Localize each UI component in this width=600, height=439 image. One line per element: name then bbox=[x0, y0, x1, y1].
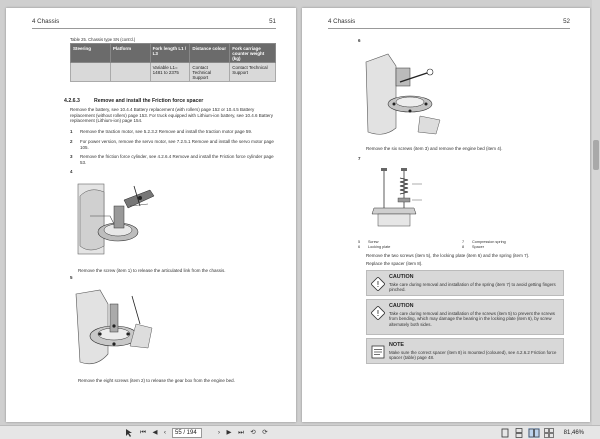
facing-continuous-view-icon[interactable] bbox=[544, 428, 554, 438]
table-header-row bbox=[71, 44, 276, 63]
chapter-title: 4 Chassis bbox=[32, 18, 60, 25]
instruction-text: Replace the spacer (item 8). bbox=[366, 261, 423, 266]
caution-text: Take care during removal and installation of the screws (item 5) to prevent the screws from bending, which may damage the bearing in the locking plate (item 6), by screw alternately both sides. bbox=[389, 311, 555, 327]
step-number: 3 bbox=[70, 154, 73, 159]
header-rule bbox=[328, 28, 570, 29]
caution-box bbox=[366, 299, 564, 335]
table-header-cell: Fork length L1 / L3 bbox=[150, 44, 190, 63]
table-cell bbox=[71, 63, 111, 82]
table-caption: Table 25. Chassis type SN (cont'd.) bbox=[70, 37, 136, 42]
section-title: Remove and install the Friction force spacer bbox=[94, 98, 204, 104]
left-page bbox=[6, 8, 296, 422]
svg-text:!: ! bbox=[376, 280, 380, 289]
caution-box bbox=[366, 270, 564, 296]
legend-text: Locking plate bbox=[368, 245, 391, 249]
instruction-text: Remove the two screws (item 5), the locking plate (item 6) and the spring (item 7). bbox=[366, 253, 530, 258]
back-icon[interactable]: ⟲ bbox=[250, 429, 256, 436]
zoom-level[interactable]: 81,46% bbox=[563, 430, 584, 436]
table-cell: Variable L1= 1481 to 2375 bbox=[150, 63, 190, 82]
select-tool-icon[interactable] bbox=[124, 428, 134, 438]
table-header-cell: Platform bbox=[110, 44, 150, 63]
single-page-view-icon[interactable] bbox=[500, 428, 510, 438]
table-header-cell: Distance colour bbox=[190, 44, 230, 63]
spec-table bbox=[70, 43, 276, 82]
section-number: 4.2.6.3 bbox=[64, 98, 80, 104]
figure-number: 5 bbox=[70, 275, 73, 280]
note-text: Make sure the correct spacer (item 8) is mounted (coloured), see 4.2.6.2 Friction force spacer (table) page 48. bbox=[389, 350, 557, 361]
legend-number: 8 bbox=[462, 245, 465, 249]
note-icon bbox=[371, 345, 385, 359]
figure-5-caption: Remove the eight screws (item 2) to release the gear box from the engine bed. bbox=[78, 378, 235, 383]
step-number: 1 bbox=[70, 129, 73, 134]
right-page bbox=[302, 8, 590, 422]
intro-paragraph: Remove the battery, see 10.4.4 Battery replacement (with rollers) page 152 or 10.4.5 Battery replacement (without rollers) page 153. For truck equipped with Lithium-ion battery, see 10.4.6 Battery replacement (Lithium-ion) page 154. bbox=[70, 107, 274, 124]
figure-4-caption: Remove the screw (item 1) to release the articulated link from the chassis. bbox=[78, 268, 226, 273]
figure-4-illustration bbox=[70, 176, 160, 264]
figure-5-illustration bbox=[70, 284, 160, 372]
page-number: 52 bbox=[563, 18, 570, 25]
step-text: For power version, remove the servo motor, see 7.2.5.1 Remove and install the servo motor page 105. bbox=[80, 139, 274, 150]
vertical-scrollbar[interactable] bbox=[592, 0, 600, 425]
step-text: Remove the traction motor, see 5.2.3.2 Remove and install the traction motor page 59. bbox=[80, 129, 253, 134]
page-number-input[interactable]: 55 / 194 bbox=[172, 428, 202, 438]
continuous-view-icon[interactable] bbox=[514, 428, 524, 438]
viewer-toolbar bbox=[0, 425, 600, 439]
forward-icon[interactable]: ⟳ bbox=[262, 429, 268, 436]
table-header-cell: Steering bbox=[71, 44, 111, 63]
facing-view-icon[interactable] bbox=[528, 428, 540, 438]
legend-number: 5 bbox=[358, 240, 361, 244]
warning-icon bbox=[371, 306, 385, 320]
legend-text: Spacer bbox=[472, 245, 485, 249]
table-cell: Contact Technical Support bbox=[230, 63, 276, 82]
caution-title: CAUTION bbox=[389, 303, 414, 309]
table-header-cell: Fork carriage counter weight (kg) bbox=[230, 44, 276, 63]
page-number: 51 bbox=[269, 18, 276, 25]
figure-number: 4 bbox=[70, 169, 73, 174]
figure-number: 7 bbox=[358, 156, 361, 161]
step-text: Remove the friction force cylinder, see 4.2.6.4 Remove and install the Friction force cylinder page 53. bbox=[80, 154, 274, 165]
next-page-icon[interactable]: ▶ bbox=[226, 429, 232, 436]
chapter-title: 4 Chassis bbox=[328, 18, 356, 25]
header-rule bbox=[32, 28, 276, 29]
table-cell bbox=[110, 63, 150, 82]
note-title: NOTE bbox=[389, 342, 404, 348]
svg-text:!: ! bbox=[376, 309, 380, 318]
figure-7-illustration bbox=[368, 164, 428, 234]
legend-number: 6 bbox=[358, 245, 361, 249]
step-number: 2 bbox=[70, 139, 73, 144]
warning-icon bbox=[371, 277, 385, 291]
page-header bbox=[32, 18, 276, 30]
page-header bbox=[328, 18, 570, 30]
caution-text: Take care during removal and installation of the spring (item 7) to avoid getting fingers pinched. bbox=[389, 282, 556, 293]
table-cell: Contact Technical Support bbox=[190, 63, 230, 82]
page-up-icon[interactable]: ‹ bbox=[163, 429, 167, 436]
previous-page-icon[interactable]: ◀ bbox=[152, 429, 158, 436]
last-page-icon[interactable]: ⏭ bbox=[238, 429, 244, 436]
page-down-icon[interactable]: › bbox=[217, 429, 221, 436]
legend-text: Compression spring bbox=[472, 240, 506, 244]
table-row bbox=[71, 63, 276, 82]
figure-6-caption: Remove the six screws (item 3) and remove the engine bed (item 4). bbox=[366, 146, 503, 151]
caution-title: CAUTION bbox=[389, 274, 414, 280]
figure-number: 6 bbox=[358, 38, 361, 43]
legend-text: Screw bbox=[368, 240, 379, 244]
legend-number: 7 bbox=[462, 240, 465, 244]
scrollbar-thumb[interactable] bbox=[593, 140, 599, 170]
figure-6-illustration bbox=[360, 48, 446, 140]
note-box bbox=[366, 338, 564, 364]
first-page-icon[interactable]: ⏮ bbox=[140, 429, 146, 436]
